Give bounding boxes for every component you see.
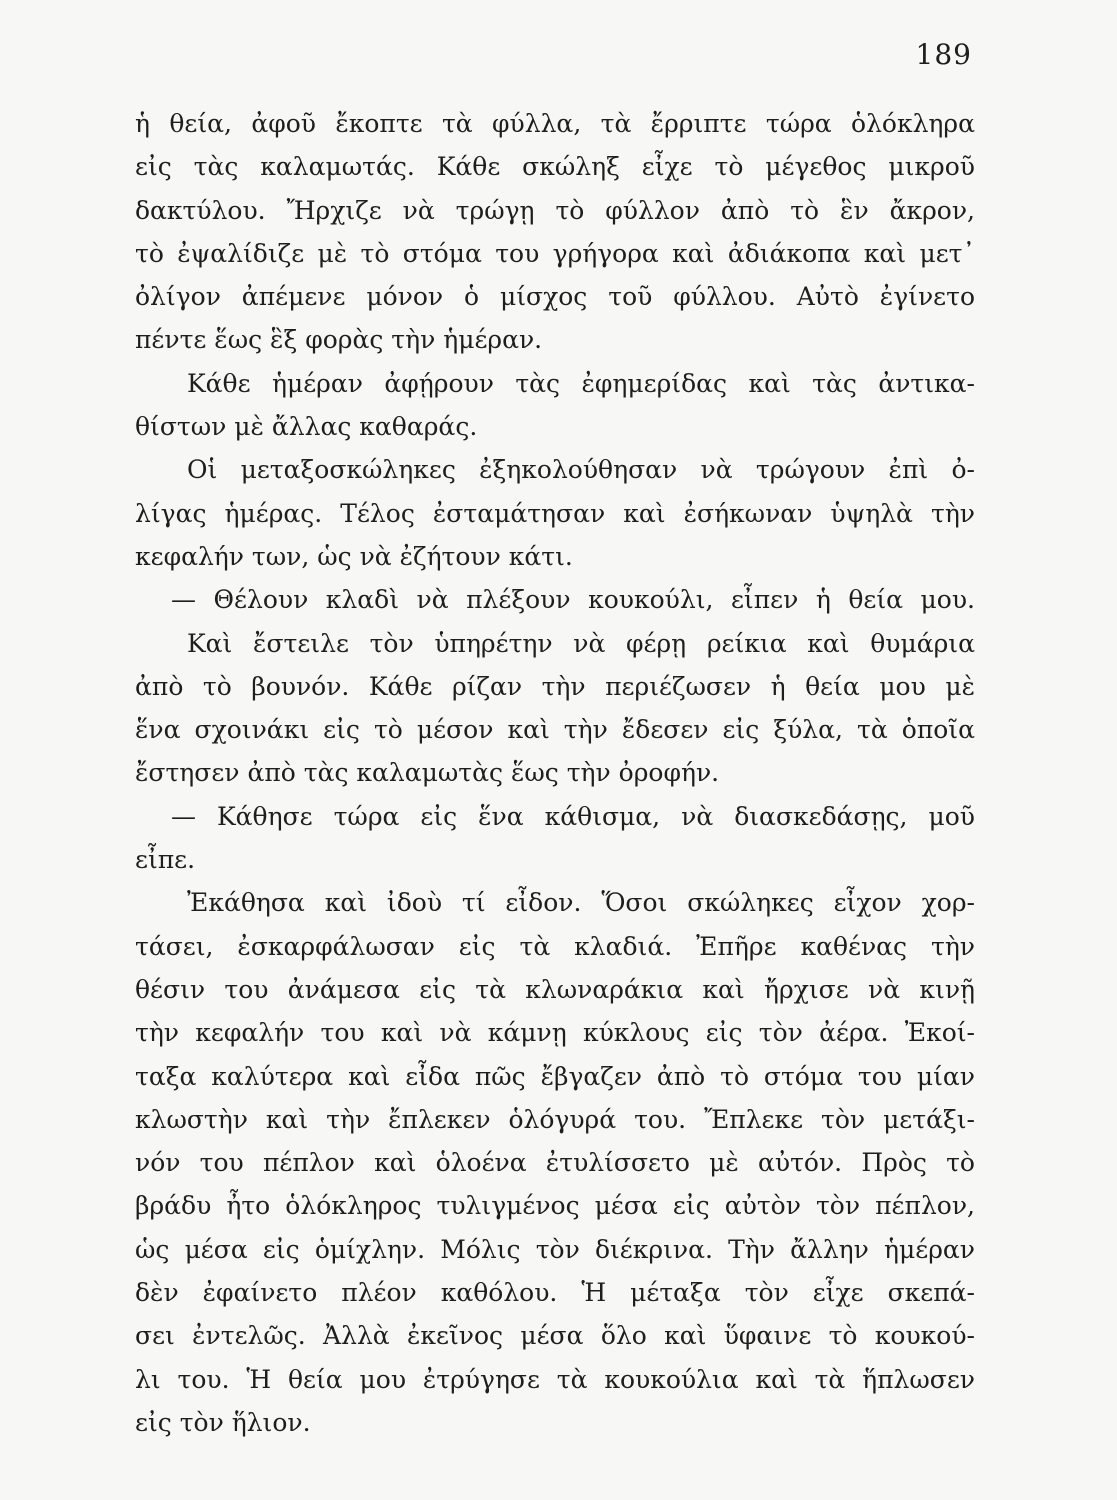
- text-line: νόν του πέπλον καὶ ὁλοένα ἐτυλίσσετο μὲ αὐτόν. Πρὸς τὸ: [135, 1148, 975, 1178]
- body-text: [135, 102, 975, 1444]
- text-line: εἰς τὸν ἥλιον.: [135, 1407, 311, 1437]
- text-line: εἰς τὰς καλαμωτάς. Κάθε σκώληξ εἶχε τὸ μέγεθος μικροῦ: [135, 152, 975, 182]
- text-line: — Θέλουν κλαδὶ νὰ πλέξουν κουκούλι, εἶπεν ἡ θεία μου.: [171, 585, 975, 615]
- text-line: εἶπε.: [135, 845, 196, 875]
- text-line: Καὶ ἔστειλε τὸν ὑπηρέτην νὰ φέρῃ ρείκια καὶ θυμάρια: [187, 628, 975, 658]
- text-line: κλωστὴν καὶ τὴν ἔπλεκεν ὁλόγυρά του. Ἔπλεκε τὸν μετάξι-: [135, 1104, 975, 1134]
- text-line: τὸ ἐψαλίδιζε μὲ τὸ στόμα του γρήγορα καὶ ἀδιάκοπα καὶ μετ᾿: [135, 238, 975, 268]
- text-line: βράδυ ἦτο ὁλόκληρος τυλιγμένος μέσα εἰς αὐτὸν τὸν πέπλον,: [135, 1191, 975, 1221]
- text-line: θίστων μὲ ἄλλας καθαράς.: [135, 412, 478, 442]
- text-line: Κάθε ἡμέραν ἀφῄρουν τὰς ἐφημερίδας καὶ τὰς ἀντικα-: [187, 368, 975, 398]
- text-line: δακτύλου. Ἤρχιζε νὰ τρώγῃ τὸ φύλλον ἀπὸ τὸ ἓν ἄκρον,: [135, 195, 975, 225]
- text-line: θέσιν του ἀνάμεσα εἰς τὰ κλωναράκια καὶ ἤρχισε νὰ κινῇ: [135, 974, 975, 1004]
- text-line: ὡς μέσα εἰς ὁμίχλην. Μόλις τὸν διέκρινα. Τὴν ἄλλην ἡμέραν: [135, 1234, 975, 1264]
- text-line: λι του. Ἡ θεία μου ἐτρύγησε τὰ κουκούλια καὶ τὰ ἥπλωσεν: [135, 1364, 975, 1394]
- text-line: Οἱ μεταξοσκώληκες ἐξηκολούθησαν νὰ τρώγουν ἐπὶ ὀ-: [187, 455, 975, 485]
- text-line: κεφαλήν των, ὡς νὰ ἐζήτουν κάτι.: [135, 541, 573, 571]
- text-line: — Κάθησε τώρα εἰς ἕνα κάθισμα, νὰ διασκεδάσῃς, μοῦ: [171, 801, 975, 831]
- text-line: δὲν ἐφαίνετο πλέον καθόλου. Ἡ μέταξα τὸν εἶχε σκεπά-: [135, 1278, 975, 1308]
- page-number: 189: [915, 38, 972, 71]
- text-line: τάσει, ἐσκαρφάλωσαν εἰς τὰ κλαδιά. Ἐπῆρε καθένας τὴν: [135, 931, 975, 961]
- text-line: τὴν κεφαλήν του καὶ νὰ κάμνῃ κύκλους εἰς τὸν ἀέρα. Ἐκοί-: [135, 1018, 975, 1048]
- text-line: ἔστησεν ἀπὸ τὰς καλαμωτὰς ἕως τὴν ὀροφήν.: [135, 758, 720, 788]
- text-line: ἡ θεία, ἀφοῦ ἔκοπτε τὰ φύλλα, τὰ ἔρριπτε τώρα ὁλόκληρα: [135, 109, 975, 138]
- text-line: σει ἐντελῶς. Ἀλλὰ ἐκεῖνος μέσα ὅλο καὶ ὕφαινε τὸ κουκού-: [135, 1321, 975, 1351]
- text-line: ἀπὸ τὸ βουνόν. Κάθε ρίζαν τὴν περιέζωσεν ἡ θεία μου μὲ: [135, 671, 975, 701]
- text-line: ἕνα σχοινάκι εἰς τὸ μέσον καὶ τὴν ἔδεσεν εἰς ξύλα, τὰ ὁποῖα: [135, 715, 975, 745]
- text-line: πέντε ἕως ἓξ φορὰς τὴν ἡμέραν.: [135, 325, 543, 355]
- text-line: λίγας ἡμέρας. Τέλος ἐσταμάτησαν καὶ ἐσήκωναν ὑψηλὰ τὴν: [135, 498, 975, 528]
- text-line: ὀλίγον ἀπέμενε μόνον ὁ μίσχος τοῦ φύλλου. Αὐτὸ ἐγίνετο: [135, 282, 975, 312]
- text-line: ταξα καλύτερα καὶ εἶδα πῶς ἔβγαζεν ἀπὸ τὸ στόμα του μίαν: [135, 1061, 975, 1091]
- text-line: Ἐκάθησα καὶ ἰδοὺ τί εἶδον. Ὅσοι σκώληκες εἶχον χορ-: [187, 888, 975, 918]
